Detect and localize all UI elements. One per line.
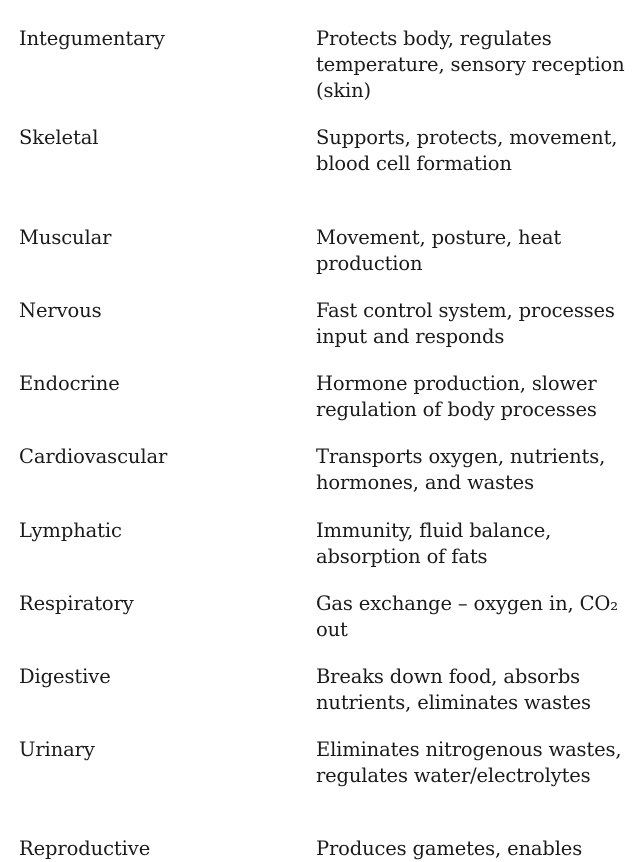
system-function: Immunity, fluid balance, absorption of fats [316,519,552,569]
system-name: Endocrine [19,372,120,395]
system-function: Supports, protects, movement, blood cell formation [316,126,618,176]
system-name: Nervous [19,299,102,322]
system-name: Integumentary [19,27,165,50]
system-name: Respiratory [19,592,134,615]
table-row [0,225,631,277]
system-name: Lymphatic [19,519,122,542]
system-name: Reproductive [19,837,151,860]
system-name: Muscular [19,226,112,249]
system-function: Movement, posture, heat production [316,226,562,276]
table-row [0,836,631,862]
system-function: Fast control system, processes input and responds [316,299,615,349]
table-row [0,444,631,496]
system-name: Skeletal [19,126,99,149]
system-function: Breaks down food, absorbs nutrients, eliminates wastes [316,665,591,715]
system-function: Produces gametes, enables [316,837,583,860]
table-row [0,518,631,570]
system-name: Urinary [19,738,95,761]
system-function: Gas exchange – oxygen in, CO₂ out [316,592,618,642]
system-function: Hormone production, slower regulation of body processes [316,372,597,422]
table-row [0,591,631,643]
system-name: Digestive [19,665,111,688]
table-row [0,737,631,789]
table-row [0,664,631,716]
table-row [0,371,631,423]
table-row [0,26,631,105]
system-function: Protects body, regulates temperature, sensory reception (skin) [316,27,625,103]
table-row [0,125,631,177]
table-row [0,298,631,350]
system-function: Transports oxygen, nutrients, hormones, and wastes [316,445,606,495]
system-name: Cardiovascular [19,445,168,468]
system-function: Eliminates nitrogenous wastes, regulates water/electrolytes [316,738,622,788]
